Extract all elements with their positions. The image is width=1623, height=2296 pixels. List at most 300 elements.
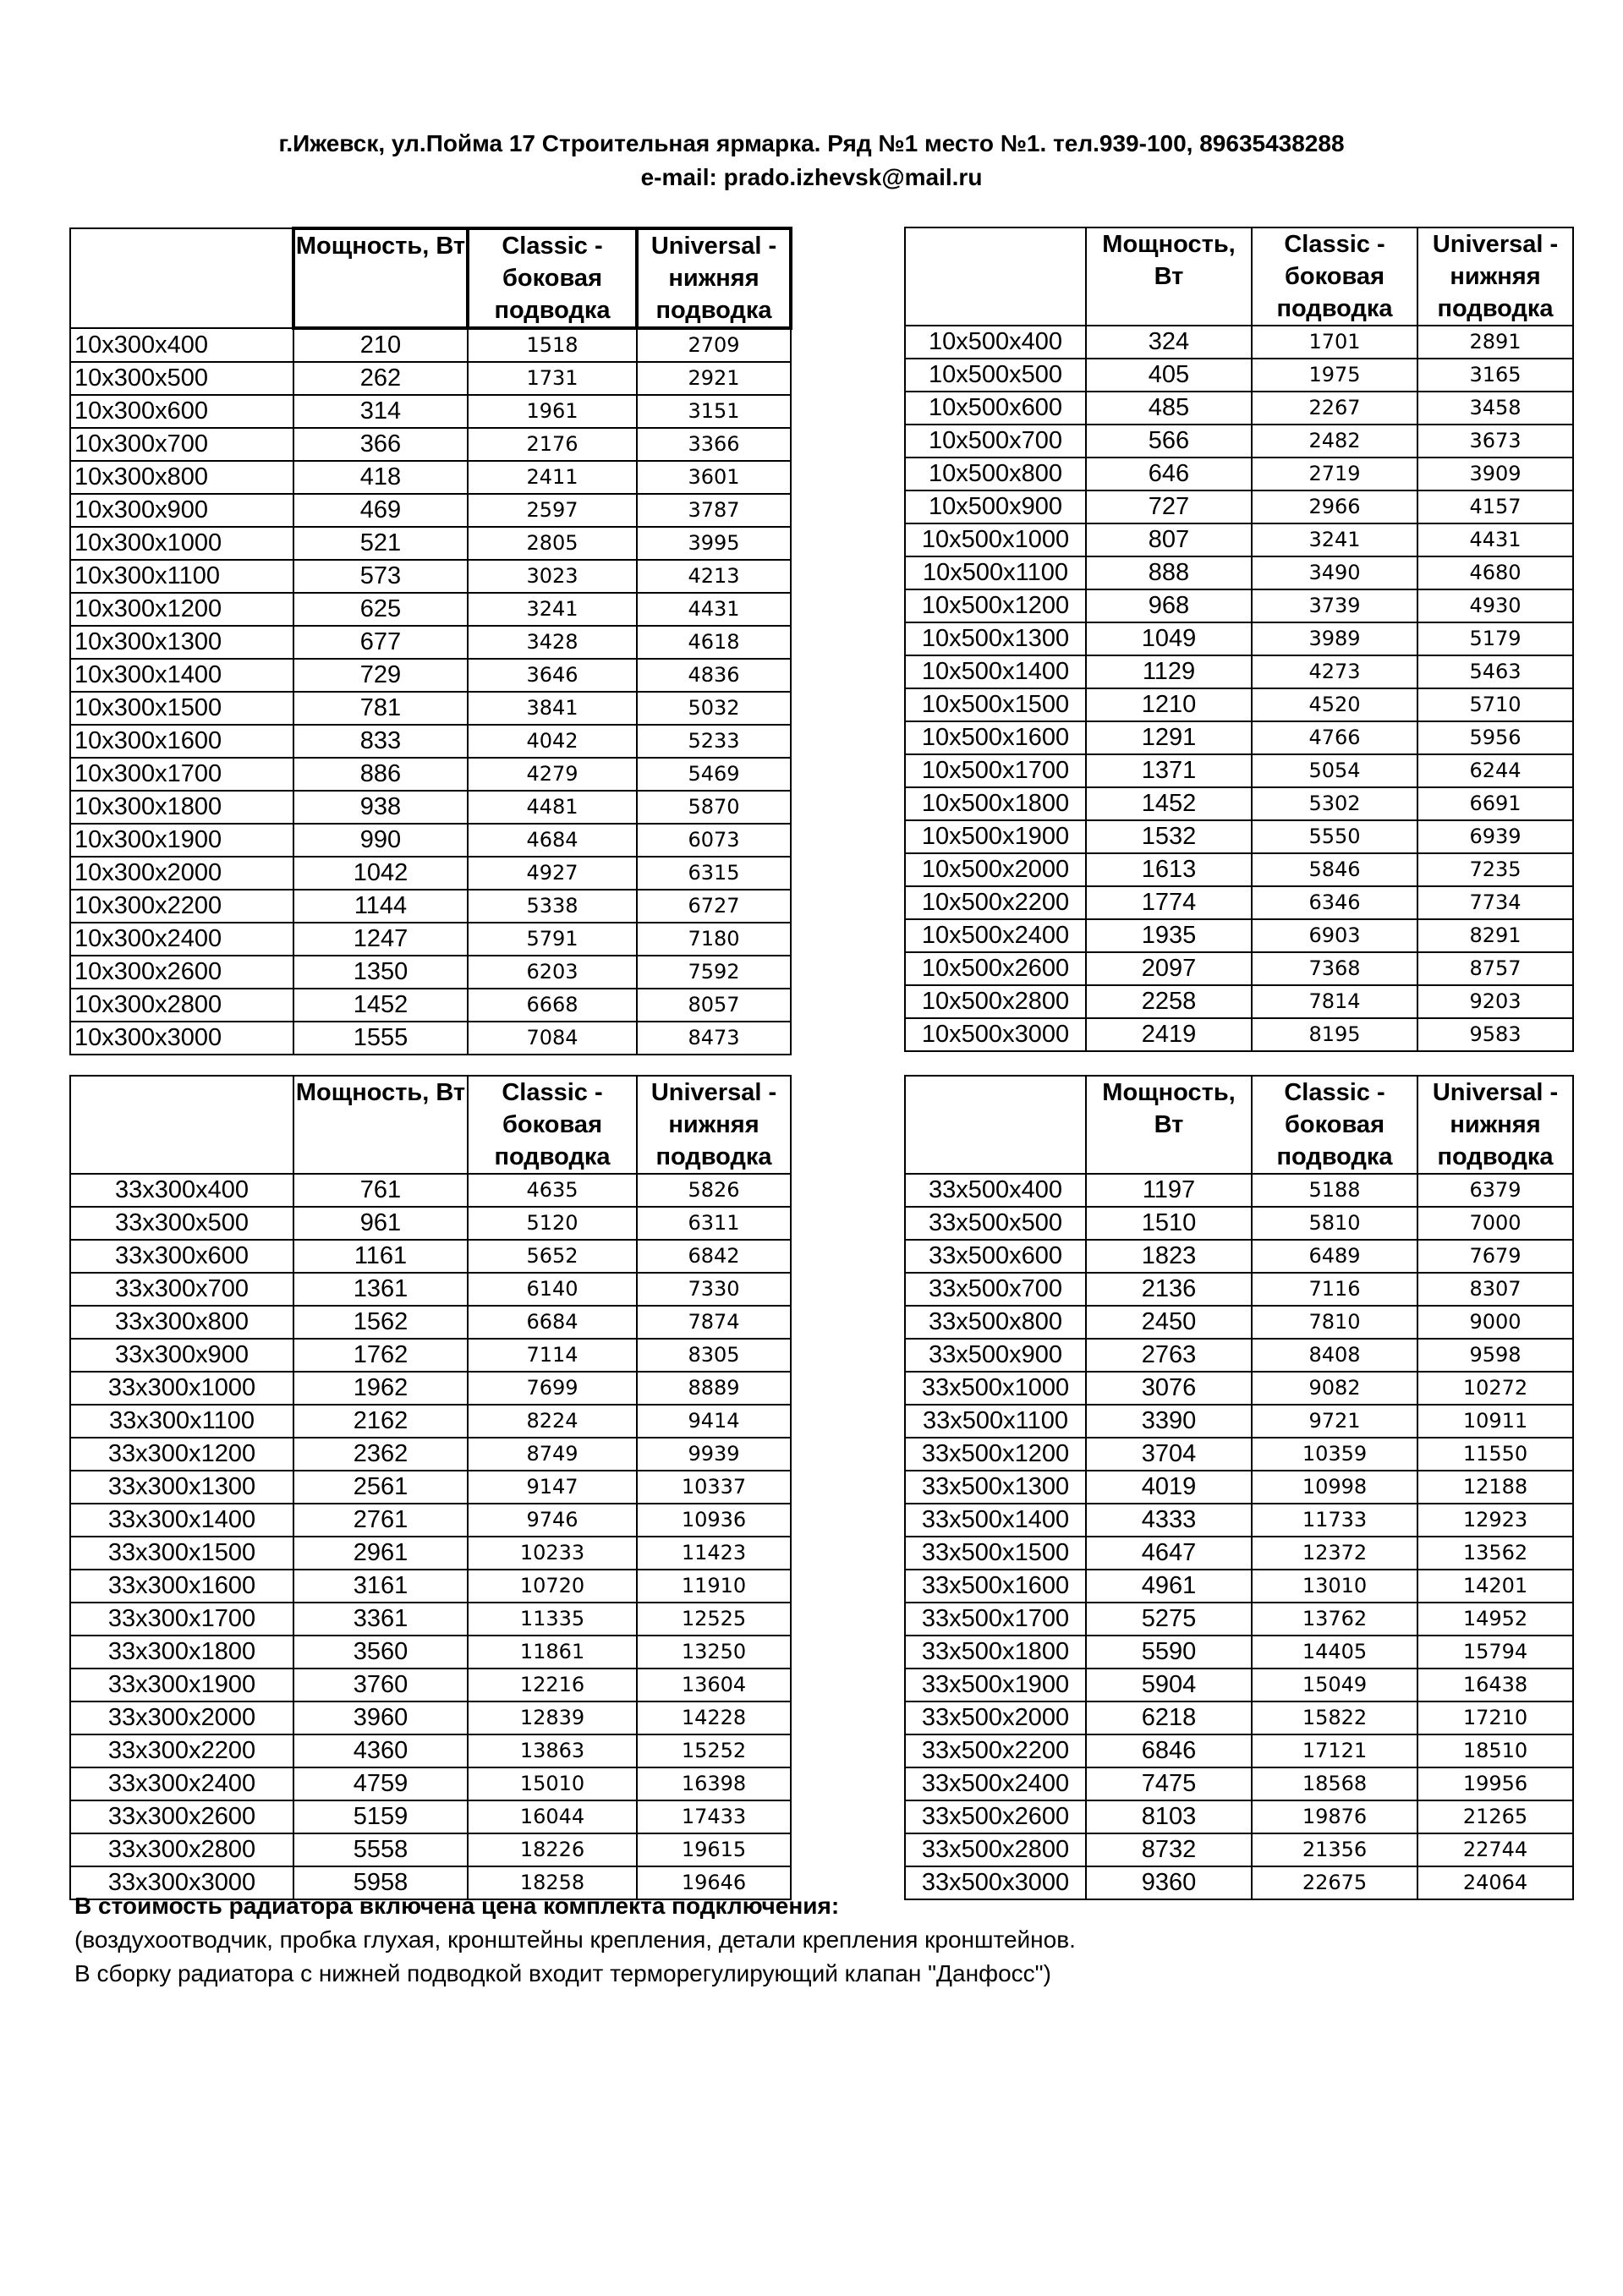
classic-price-cell: 1701 (1252, 326, 1417, 359)
universal-price-cell: 5469 (637, 758, 791, 791)
power-cell: 3390 (1086, 1405, 1252, 1438)
size-cell: 33x300x1800 (70, 1636, 293, 1669)
size-cell: 33x300x2000 (70, 1701, 293, 1734)
table-row (70, 857, 791, 890)
size-cell: 33x300x1100 (70, 1405, 293, 1438)
power-cell: 1452 (1086, 787, 1252, 820)
table-row (70, 758, 791, 791)
size-cell: 33x300x3000 (70, 1866, 293, 1899)
size-cell: 33x500x1400 (905, 1504, 1086, 1537)
table-row (905, 490, 1573, 523)
classic-price-cell: 2805 (468, 527, 637, 560)
classic-price-cell: 7814 (1252, 985, 1417, 1018)
classic-price-cell: 3739 (1252, 589, 1417, 622)
size-cell: 33x500x3000 (905, 1866, 1086, 1899)
table-row (905, 1471, 1573, 1504)
universal-price-cell: 16398 (637, 1767, 791, 1800)
power-cell: 1197 (1086, 1174, 1252, 1207)
classic-price-cell: 8749 (468, 1438, 637, 1471)
table-row (70, 1207, 791, 1240)
power-cell: 3760 (293, 1669, 468, 1701)
size-cell: 10x500x1600 (905, 721, 1086, 754)
universal-price-cell: 21265 (1417, 1800, 1573, 1833)
size-cell: 33x500x600 (905, 1240, 1086, 1273)
classic-price-cell: 15010 (468, 1767, 637, 1800)
power-cell: 9360 (1086, 1866, 1252, 1899)
classic-price-cell: 10720 (468, 1570, 637, 1603)
universal-price-cell: 7000 (1417, 1207, 1573, 1240)
power-cell: 2097 (1086, 952, 1252, 985)
table-row (905, 425, 1573, 458)
table-row (70, 362, 791, 395)
classic-price-cell: 5188 (1252, 1174, 1417, 1207)
footer-included-note: В стоимость радиатора включена цена комплекта подключения: (74, 1893, 840, 1919)
power-cell: 3704 (1086, 1438, 1252, 1471)
power-cell: 5590 (1086, 1636, 1252, 1669)
size-cell: 10x500x400 (905, 326, 1086, 359)
universal-price-cell: 8307 (1417, 1273, 1573, 1306)
size-cell: 33x300x1300 (70, 1471, 293, 1504)
classic-price-cell: 4927 (468, 857, 637, 890)
size-cell: 33x300x1000 (70, 1372, 293, 1405)
power-cell: 4647 (1086, 1537, 1252, 1570)
universal-price-cell: 14952 (1417, 1603, 1573, 1636)
size-cell: 33x500x2400 (905, 1767, 1086, 1800)
classic-price-cell: 16044 (468, 1800, 637, 1833)
table-row (905, 359, 1573, 392)
power-cell: 2419 (1086, 1018, 1252, 1051)
document-footer (74, 1889, 1580, 1991)
universal-price-cell: 10337 (637, 1471, 791, 1504)
size-cell: 10x500x1000 (905, 523, 1086, 556)
classic-price-cell: 11733 (1252, 1504, 1417, 1537)
table-row (70, 1438, 791, 1471)
classic-price-cell: 5791 (468, 923, 637, 956)
classic-price-cell: 2966 (1252, 490, 1417, 523)
universal-price-cell: 15794 (1417, 1636, 1573, 1669)
size-cell: 33x500x2800 (905, 1833, 1086, 1866)
universal-price-cell: 9414 (637, 1405, 791, 1438)
header-classic-cell: Classic - боковая подводка (1252, 1076, 1417, 1174)
universal-price-cell: 4618 (637, 626, 791, 659)
size-cell: 33x500x1600 (905, 1570, 1086, 1603)
classic-price-cell: 5120 (468, 1207, 637, 1240)
power-cell: 888 (1086, 556, 1252, 589)
universal-price-cell: 2891 (1417, 326, 1573, 359)
size-cell: 33x500x1000 (905, 1372, 1086, 1405)
classic-price-cell: 5302 (1252, 787, 1417, 820)
header-size-cell (905, 227, 1086, 326)
classic-price-cell: 17121 (1252, 1734, 1417, 1767)
size-cell: 10x300x1500 (70, 692, 293, 725)
classic-price-cell: 1961 (468, 395, 637, 428)
size-cell: 10x300x2400 (70, 923, 293, 956)
size-cell: 10x500x700 (905, 425, 1086, 458)
power-cell: 729 (293, 659, 468, 692)
table-row (70, 1240, 791, 1273)
size-cell: 10x500x1300 (905, 622, 1086, 655)
size-cell: 33x500x700 (905, 1273, 1086, 1306)
size-cell: 33x500x1200 (905, 1438, 1086, 1471)
power-cell: 1371 (1086, 754, 1252, 787)
table-row (905, 1207, 1573, 1240)
contact-email: e-mail: prado.izhevsk@mail.ru (640, 164, 983, 190)
size-cell: 10x500x1400 (905, 655, 1086, 688)
size-cell: 10x500x1900 (905, 820, 1086, 853)
price-table-33x500 (904, 1075, 1574, 1900)
universal-price-cell: 3366 (637, 428, 791, 461)
table-row (905, 589, 1573, 622)
universal-price-cell: 5179 (1417, 622, 1573, 655)
universal-price-cell: 9598 (1417, 1339, 1573, 1372)
universal-price-cell: 5710 (1417, 688, 1573, 721)
table-row (70, 1603, 791, 1636)
classic-price-cell: 7116 (1252, 1273, 1417, 1306)
table-row (905, 1734, 1573, 1767)
classic-price-cell: 8408 (1252, 1339, 1417, 1372)
universal-price-cell: 6315 (637, 857, 791, 890)
document-header (0, 127, 1623, 195)
header-size-cell (905, 1076, 1086, 1174)
table-row (905, 1240, 1573, 1273)
universal-price-cell: 3458 (1417, 392, 1573, 425)
universal-price-cell: 17433 (637, 1800, 791, 1833)
classic-price-cell: 13863 (468, 1734, 637, 1767)
size-cell: 10x300x1700 (70, 758, 293, 791)
universal-price-cell: 4836 (637, 659, 791, 692)
classic-price-cell: 4279 (468, 758, 637, 791)
power-cell: 677 (293, 626, 468, 659)
size-cell: 10x500x2400 (905, 919, 1086, 952)
classic-price-cell: 10998 (1252, 1471, 1417, 1504)
table-row (70, 494, 791, 527)
universal-price-cell: 3151 (637, 395, 791, 428)
table-row (905, 458, 1573, 490)
size-cell: 10x500x1100 (905, 556, 1086, 589)
power-cell: 6846 (1086, 1734, 1252, 1767)
table-row (905, 1273, 1573, 1306)
universal-price-cell: 10911 (1417, 1405, 1573, 1438)
power-cell: 1510 (1086, 1207, 1252, 1240)
universal-price-cell: 12923 (1417, 1504, 1573, 1537)
classic-price-cell: 9721 (1252, 1405, 1417, 1438)
table-header-row (905, 1076, 1573, 1174)
power-cell: 3076 (1086, 1372, 1252, 1405)
table-header-row (70, 1076, 791, 1174)
table-row (70, 956, 791, 989)
table-row (905, 392, 1573, 425)
table-row (70, 1800, 791, 1833)
table-row (70, 692, 791, 725)
universal-price-cell: 9939 (637, 1438, 791, 1471)
classic-price-cell: 6203 (468, 956, 637, 989)
universal-price-cell: 5233 (637, 725, 791, 758)
table-row (905, 754, 1573, 787)
classic-price-cell: 6346 (1252, 886, 1417, 919)
table-row (70, 1701, 791, 1734)
universal-price-cell: 7330 (637, 1273, 791, 1306)
header-power-cell: Мощность, Вт (1086, 1076, 1252, 1174)
power-cell: 833 (293, 725, 468, 758)
size-cell: 33x300x700 (70, 1273, 293, 1306)
power-cell: 1935 (1086, 919, 1252, 952)
table-row (70, 1306, 791, 1339)
power-cell: 2450 (1086, 1306, 1252, 1339)
universal-price-cell: 11423 (637, 1537, 791, 1570)
classic-price-cell: 1975 (1252, 359, 1417, 392)
size-cell: 33x500x1500 (905, 1537, 1086, 1570)
header-universal-cell: Universal - нижняя подводка (637, 1076, 791, 1174)
power-cell: 1823 (1086, 1240, 1252, 1273)
power-cell: 1129 (1086, 655, 1252, 688)
universal-price-cell: 13604 (637, 1669, 791, 1701)
classic-price-cell: 3241 (1252, 523, 1417, 556)
universal-price-cell: 6727 (637, 890, 791, 923)
table-row (70, 923, 791, 956)
footer-valve-note: В сборку радиатора с нижней подводкой входит терморегулирующий клапан "Данфосс") (74, 1960, 1051, 1986)
table-row (70, 560, 791, 593)
classic-price-cell: 7810 (1252, 1306, 1417, 1339)
universal-price-cell: 6379 (1417, 1174, 1573, 1207)
classic-price-cell: 19876 (1252, 1800, 1417, 1833)
universal-price-cell: 8757 (1417, 952, 1573, 985)
table-row (905, 985, 1573, 1018)
table-row (905, 1018, 1573, 1051)
universal-price-cell: 3909 (1417, 458, 1573, 490)
universal-price-cell: 4680 (1417, 556, 1573, 589)
universal-price-cell: 8057 (637, 989, 791, 1022)
price-table-33x300 (69, 1075, 792, 1900)
universal-price-cell: 6244 (1417, 754, 1573, 787)
classic-price-cell: 2267 (1252, 392, 1417, 425)
table-row (905, 1636, 1573, 1669)
power-cell: 5904 (1086, 1669, 1252, 1701)
power-cell: 2258 (1086, 985, 1252, 1018)
power-cell: 3960 (293, 1701, 468, 1734)
universal-price-cell: 8889 (637, 1372, 791, 1405)
power-cell: 1452 (293, 989, 468, 1022)
header-power-cell: Мощность, Вт (293, 1076, 468, 1174)
table-row (70, 328, 791, 362)
universal-price-cell: 15252 (637, 1734, 791, 1767)
size-cell: 33x300x2600 (70, 1800, 293, 1833)
classic-price-cell: 14405 (1252, 1636, 1417, 1669)
universal-price-cell: 3787 (637, 494, 791, 527)
universal-price-cell: 11550 (1417, 1438, 1573, 1471)
universal-price-cell: 7592 (637, 956, 791, 989)
universal-price-cell: 6842 (637, 1240, 791, 1273)
power-cell: 1555 (293, 1022, 468, 1055)
power-cell: 1291 (1086, 721, 1252, 754)
power-cell: 2761 (293, 1504, 468, 1537)
universal-price-cell: 16438 (1417, 1669, 1573, 1701)
classic-price-cell: 5846 (1252, 853, 1417, 886)
size-cell: 33x300x500 (70, 1207, 293, 1240)
size-cell: 10x300x800 (70, 461, 293, 494)
size-cell: 10x300x1800 (70, 791, 293, 824)
table-row (70, 461, 791, 494)
universal-price-cell: 7734 (1417, 886, 1573, 919)
power-cell: 1210 (1086, 688, 1252, 721)
table-row (905, 1504, 1573, 1537)
size-cell: 10x500x3000 (905, 1018, 1086, 1051)
table-row (70, 890, 791, 923)
size-cell: 10x300x2600 (70, 956, 293, 989)
power-cell: 1144 (293, 890, 468, 923)
classic-price-cell: 12216 (468, 1669, 637, 1701)
power-cell: 2961 (293, 1537, 468, 1570)
universal-price-cell: 19646 (637, 1866, 791, 1899)
size-cell: 10x500x1200 (905, 589, 1086, 622)
classic-price-cell: 2719 (1252, 458, 1417, 490)
size-cell: 33x300x600 (70, 1240, 293, 1273)
universal-price-cell: 14201 (1417, 1570, 1573, 1603)
universal-price-cell: 7679 (1417, 1240, 1573, 1273)
universal-price-cell: 5956 (1417, 721, 1573, 754)
size-cell: 33x300x1400 (70, 1504, 293, 1537)
universal-price-cell: 9583 (1417, 1018, 1573, 1051)
size-cell: 10x300x600 (70, 395, 293, 428)
table-row (70, 1636, 791, 1669)
table-row (905, 655, 1573, 688)
power-cell: 625 (293, 593, 468, 626)
universal-price-cell: 4431 (637, 593, 791, 626)
header-universal-cell: Universal - нижняя подводка (1417, 227, 1573, 326)
size-cell: 33x300x1600 (70, 1570, 293, 1603)
classic-price-cell: 6489 (1252, 1240, 1417, 1273)
table-row (905, 326, 1573, 359)
size-cell: 10x500x2800 (905, 985, 1086, 1018)
header-classic-cell: Classic - боковая подводка (468, 1076, 637, 1174)
classic-price-cell: 22675 (1252, 1866, 1417, 1899)
price-table-10x300 (69, 227, 792, 1055)
power-cell: 2136 (1086, 1273, 1252, 1306)
size-cell: 10x300x1400 (70, 659, 293, 692)
power-cell: 3161 (293, 1570, 468, 1603)
classic-price-cell: 13762 (1252, 1603, 1417, 1636)
power-cell: 469 (293, 494, 468, 527)
table-row (905, 1833, 1573, 1866)
power-cell: 990 (293, 824, 468, 857)
size-cell: 10x300x900 (70, 494, 293, 527)
power-cell: 1361 (293, 1273, 468, 1306)
universal-price-cell: 5463 (1417, 655, 1573, 688)
size-cell: 33x300x2200 (70, 1734, 293, 1767)
power-cell: 210 (293, 328, 468, 362)
size-cell: 10x300x2000 (70, 857, 293, 890)
power-cell: 727 (1086, 490, 1252, 523)
table-row (70, 791, 791, 824)
universal-price-cell: 3673 (1417, 425, 1573, 458)
classic-price-cell: 15049 (1252, 1669, 1417, 1701)
classic-price-cell: 10359 (1252, 1438, 1417, 1471)
power-cell: 2763 (1086, 1339, 1252, 1372)
classic-price-cell: 7114 (468, 1339, 637, 1372)
size-cell: 33x300x1200 (70, 1438, 293, 1471)
classic-price-cell: 11335 (468, 1603, 637, 1636)
classic-price-cell: 2482 (1252, 425, 1417, 458)
power-cell: 1532 (1086, 820, 1252, 853)
size-cell: 33x500x1900 (905, 1669, 1086, 1701)
size-cell: 10x300x1600 (70, 725, 293, 758)
size-cell: 10x300x2200 (70, 890, 293, 923)
classic-price-cell: 12839 (468, 1701, 637, 1734)
universal-price-cell: 9000 (1417, 1306, 1573, 1339)
classic-price-cell: 3646 (468, 659, 637, 692)
table-row (70, 1537, 791, 1570)
size-cell: 10x300x1900 (70, 824, 293, 857)
size-cell: 33x500x1700 (905, 1603, 1086, 1636)
universal-price-cell: 7180 (637, 923, 791, 956)
classic-price-cell: 2411 (468, 461, 637, 494)
universal-price-cell: 7874 (637, 1306, 791, 1339)
size-cell: 33x500x900 (905, 1339, 1086, 1372)
power-cell: 314 (293, 395, 468, 428)
table-row (905, 1174, 1573, 1207)
universal-price-cell: 22744 (1417, 1833, 1573, 1866)
universal-price-cell: 3165 (1417, 359, 1573, 392)
power-cell: 366 (293, 428, 468, 461)
power-cell: 886 (293, 758, 468, 791)
universal-price-cell: 2709 (637, 328, 791, 362)
classic-price-cell: 4273 (1252, 655, 1417, 688)
size-cell: 10x500x1800 (905, 787, 1086, 820)
table-row (905, 1306, 1573, 1339)
universal-price-cell: 2921 (637, 362, 791, 395)
power-cell: 646 (1086, 458, 1252, 490)
universal-price-cell: 12525 (637, 1603, 791, 1636)
table-row (70, 1504, 791, 1537)
power-cell: 405 (1086, 359, 1252, 392)
power-cell: 3560 (293, 1636, 468, 1669)
universal-price-cell: 11910 (637, 1570, 791, 1603)
power-cell: 418 (293, 461, 468, 494)
table-row (70, 1767, 791, 1800)
universal-price-cell: 10272 (1417, 1372, 1573, 1405)
classic-price-cell: 13010 (1252, 1570, 1417, 1603)
table-row (905, 1800, 1573, 1833)
header-classic-cell: Classic - боковая подводка (468, 228, 637, 328)
table-row (905, 1372, 1573, 1405)
table-row (70, 1669, 791, 1701)
size-cell: 33x500x400 (905, 1174, 1086, 1207)
table-row (905, 820, 1573, 853)
power-cell: 781 (293, 692, 468, 725)
classic-price-cell: 5550 (1252, 820, 1417, 853)
classic-price-cell: 3241 (468, 593, 637, 626)
size-cell: 33x500x500 (905, 1207, 1086, 1240)
power-cell: 968 (1086, 589, 1252, 622)
table-row (70, 1471, 791, 1504)
size-cell: 10x300x500 (70, 362, 293, 395)
power-cell: 8732 (1086, 1833, 1252, 1866)
universal-price-cell: 8291 (1417, 919, 1573, 952)
power-cell: 573 (293, 560, 468, 593)
size-cell: 33x300x1900 (70, 1669, 293, 1701)
power-cell: 4759 (293, 1767, 468, 1800)
universal-price-cell: 10936 (637, 1504, 791, 1537)
universal-price-cell: 5826 (637, 1174, 791, 1207)
power-cell: 961 (293, 1207, 468, 1240)
size-cell: 10x500x900 (905, 490, 1086, 523)
classic-price-cell: 1518 (468, 328, 637, 362)
size-cell: 10x300x1000 (70, 527, 293, 560)
table-row (905, 919, 1573, 952)
power-cell: 1247 (293, 923, 468, 956)
power-cell: 7475 (1086, 1767, 1252, 1800)
table-row (905, 787, 1573, 820)
table-row (70, 527, 791, 560)
